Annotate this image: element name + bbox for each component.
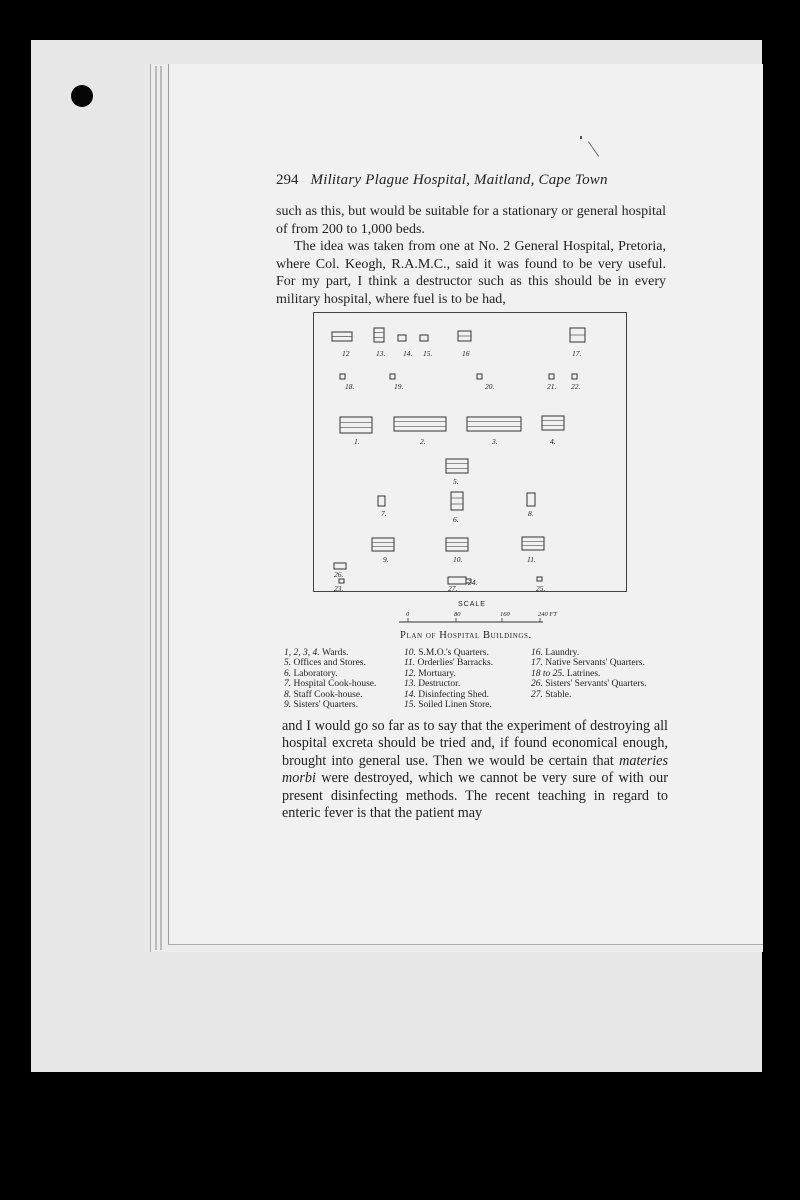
plan-label: 20. bbox=[485, 382, 495, 391]
page-number: 294 bbox=[276, 172, 299, 188]
legend-number: 6. bbox=[284, 668, 294, 679]
legend-number: 1, 2, 3, 4. bbox=[284, 648, 322, 658]
legend-text: Offices and Stores. bbox=[293, 658, 366, 669]
legend-number: 5. bbox=[284, 658, 294, 669]
legend-item bbox=[404, 658, 493, 668]
plan-building bbox=[339, 579, 344, 583]
legend-item bbox=[284, 679, 376, 689]
plan-label: 15. bbox=[423, 349, 433, 358]
legend-column-1 bbox=[284, 648, 376, 710]
legend-number: 10. bbox=[404, 648, 419, 658]
plan-label: 2. bbox=[420, 437, 426, 446]
plan-building bbox=[390, 374, 395, 379]
plan-label: 13. bbox=[376, 349, 386, 358]
legend-number: 16. bbox=[531, 648, 546, 658]
legend-number: 8. bbox=[284, 689, 294, 700]
legend-item bbox=[531, 679, 647, 689]
plan-label: 21. bbox=[547, 382, 557, 391]
plan-building bbox=[527, 493, 535, 506]
page-header bbox=[276, 172, 628, 189]
legend-number: 27. bbox=[531, 689, 546, 700]
plan-building bbox=[522, 537, 544, 550]
plan-label: 8. bbox=[528, 509, 534, 518]
legend-item bbox=[284, 690, 376, 700]
plan-label: 17. bbox=[572, 349, 582, 358]
legend-item bbox=[404, 648, 493, 658]
legend-number: 17. bbox=[531, 658, 546, 669]
legend-item bbox=[284, 700, 376, 710]
legend-item bbox=[404, 669, 493, 679]
plan-label: 22. bbox=[571, 382, 581, 391]
legend-item bbox=[404, 679, 493, 689]
plan-label: 4. bbox=[550, 437, 556, 446]
stray-mark bbox=[580, 136, 582, 139]
legend-number: 14. bbox=[404, 689, 419, 700]
legend-number: 13. bbox=[404, 679, 419, 690]
legend-text: Mortuary. bbox=[418, 668, 456, 679]
plan-label: 3. bbox=[492, 437, 498, 446]
legend-text: Soiled Linen Store. bbox=[418, 700, 492, 711]
paragraph-text: were destroyed, which we cannot be very sure of with our present disinfecting methods. The recent teaching in regard to enteric fever is that the patient may bbox=[282, 770, 668, 822]
legend-text: Hospital Cook-house. bbox=[293, 679, 377, 690]
plan-building bbox=[340, 417, 372, 433]
figure-caption: Plan of Hospital Buildings. bbox=[400, 630, 532, 641]
page-edge bbox=[155, 66, 157, 950]
legend-number: 26. bbox=[531, 679, 546, 690]
paragraph-text: and I would go so far as to say that the experiment of destroying all hospital excreta should be tried and, if found economical enough, brought into general use. Then we would be certain that bbox=[282, 718, 668, 769]
plan-building bbox=[446, 459, 468, 473]
scale-tick-label: 160 bbox=[500, 611, 510, 618]
plan-building bbox=[420, 335, 428, 341]
plan-building bbox=[398, 335, 406, 341]
legend-number: 18 to 25. bbox=[531, 668, 567, 679]
legend-item bbox=[531, 658, 647, 668]
plan-label: 6. bbox=[453, 515, 459, 524]
scale-bar bbox=[398, 598, 568, 628]
legend-text: Staff Cook-house. bbox=[293, 689, 363, 700]
paragraph bbox=[276, 238, 666, 308]
legend-number: 12. bbox=[404, 668, 419, 679]
plan-building bbox=[477, 374, 482, 379]
plan-building bbox=[549, 374, 554, 379]
legend-item bbox=[531, 690, 647, 700]
plan-label: 9. bbox=[383, 555, 389, 564]
plan-label: 10. bbox=[453, 555, 463, 564]
plan-building bbox=[374, 328, 384, 342]
paragraph bbox=[276, 203, 666, 238]
plan-building bbox=[334, 563, 346, 569]
plan-label: 11. bbox=[527, 555, 536, 564]
legend-text: Disinfecting Shed. bbox=[418, 689, 489, 700]
plan-building bbox=[451, 492, 463, 510]
legend-text: S.M.O.'s Quarters. bbox=[418, 648, 489, 658]
legend-text: Latrines. bbox=[566, 668, 601, 679]
legend-text: Native Servants' Quarters. bbox=[545, 658, 645, 669]
legend-text: Sisters' Servants' Quarters. bbox=[545, 679, 647, 690]
running-title: Military Plague Hospital, Maitland, Cape Town bbox=[310, 172, 608, 188]
page-edge bbox=[160, 66, 162, 950]
plan-label: 24. bbox=[468, 578, 478, 587]
punch-hole bbox=[71, 85, 93, 107]
legend-text: Orderlies' Barracks. bbox=[417, 658, 494, 669]
plan-drawing bbox=[314, 313, 626, 591]
plan-building bbox=[572, 374, 577, 379]
plan-building bbox=[542, 416, 564, 430]
legend-number: 15. bbox=[404, 700, 419, 711]
plan-label: 1. bbox=[354, 437, 360, 446]
scale-tick-label: 0 bbox=[406, 611, 410, 618]
legend-item bbox=[531, 648, 647, 658]
legend-number: 9. bbox=[284, 700, 294, 711]
plan-label: 7. bbox=[381, 509, 387, 518]
plan-label: 14. bbox=[403, 349, 413, 358]
plan-label: 26. bbox=[334, 570, 344, 579]
plan-label: 18. bbox=[345, 382, 355, 391]
emphasis-text: materies morbi bbox=[282, 752, 668, 787]
plan-label: 12 bbox=[342, 349, 350, 358]
plan-building bbox=[537, 577, 542, 581]
plan-building bbox=[448, 577, 466, 584]
legend-item bbox=[404, 690, 493, 700]
plan-label: 25. bbox=[536, 584, 546, 591]
plan-building bbox=[372, 538, 394, 551]
scale-tick-label: 80 bbox=[454, 611, 461, 618]
legend-item bbox=[531, 669, 647, 679]
legend-item bbox=[404, 700, 493, 710]
hospital-plan-figure bbox=[313, 312, 627, 592]
plan-label: 19. bbox=[394, 382, 404, 391]
plan-building bbox=[378, 496, 385, 506]
plan-label: 16 bbox=[462, 349, 470, 358]
legend-text: Laundry. bbox=[545, 648, 580, 658]
plan-building bbox=[340, 374, 345, 379]
legend-column-2 bbox=[404, 648, 493, 710]
scale-title: SCALE bbox=[458, 601, 486, 608]
plan-building bbox=[467, 417, 521, 431]
plan-label: 5. bbox=[453, 477, 459, 486]
legend-column-3 bbox=[531, 648, 647, 700]
paragraph-text: such as this, but would be suitable for a stationary or general hospital of from 200 to 1,000 beds. bbox=[276, 204, 666, 237]
legend-number: 7. bbox=[284, 679, 294, 690]
legend-item bbox=[284, 648, 376, 658]
legend-item bbox=[284, 669, 376, 679]
legend-text: Stable. bbox=[545, 689, 572, 700]
plan-building bbox=[394, 417, 446, 431]
legend-text: Sisters' Quarters. bbox=[293, 700, 359, 711]
legend-text: Wards. bbox=[322, 648, 349, 658]
legend-item bbox=[284, 658, 376, 668]
plan-label: 23. bbox=[334, 584, 344, 591]
scale-tick-label: 240 FT bbox=[538, 611, 557, 618]
legend-text: Laboratory. bbox=[293, 668, 338, 679]
paragraph-text: The idea was taken from one at No. 2 General Hospital, Pretoria, where Col. Keogh, R.A.M.C., said it was found to be very useful. For my part, I think a destructor such as this should be in every military hospital, where fuel is to be had, bbox=[276, 239, 666, 307]
plan-building bbox=[446, 538, 468, 551]
plan-label: 27. bbox=[448, 584, 458, 591]
legend-number: 11. bbox=[404, 658, 418, 669]
legend-text: Destructor. bbox=[418, 679, 461, 690]
paragraph bbox=[282, 718, 668, 822]
